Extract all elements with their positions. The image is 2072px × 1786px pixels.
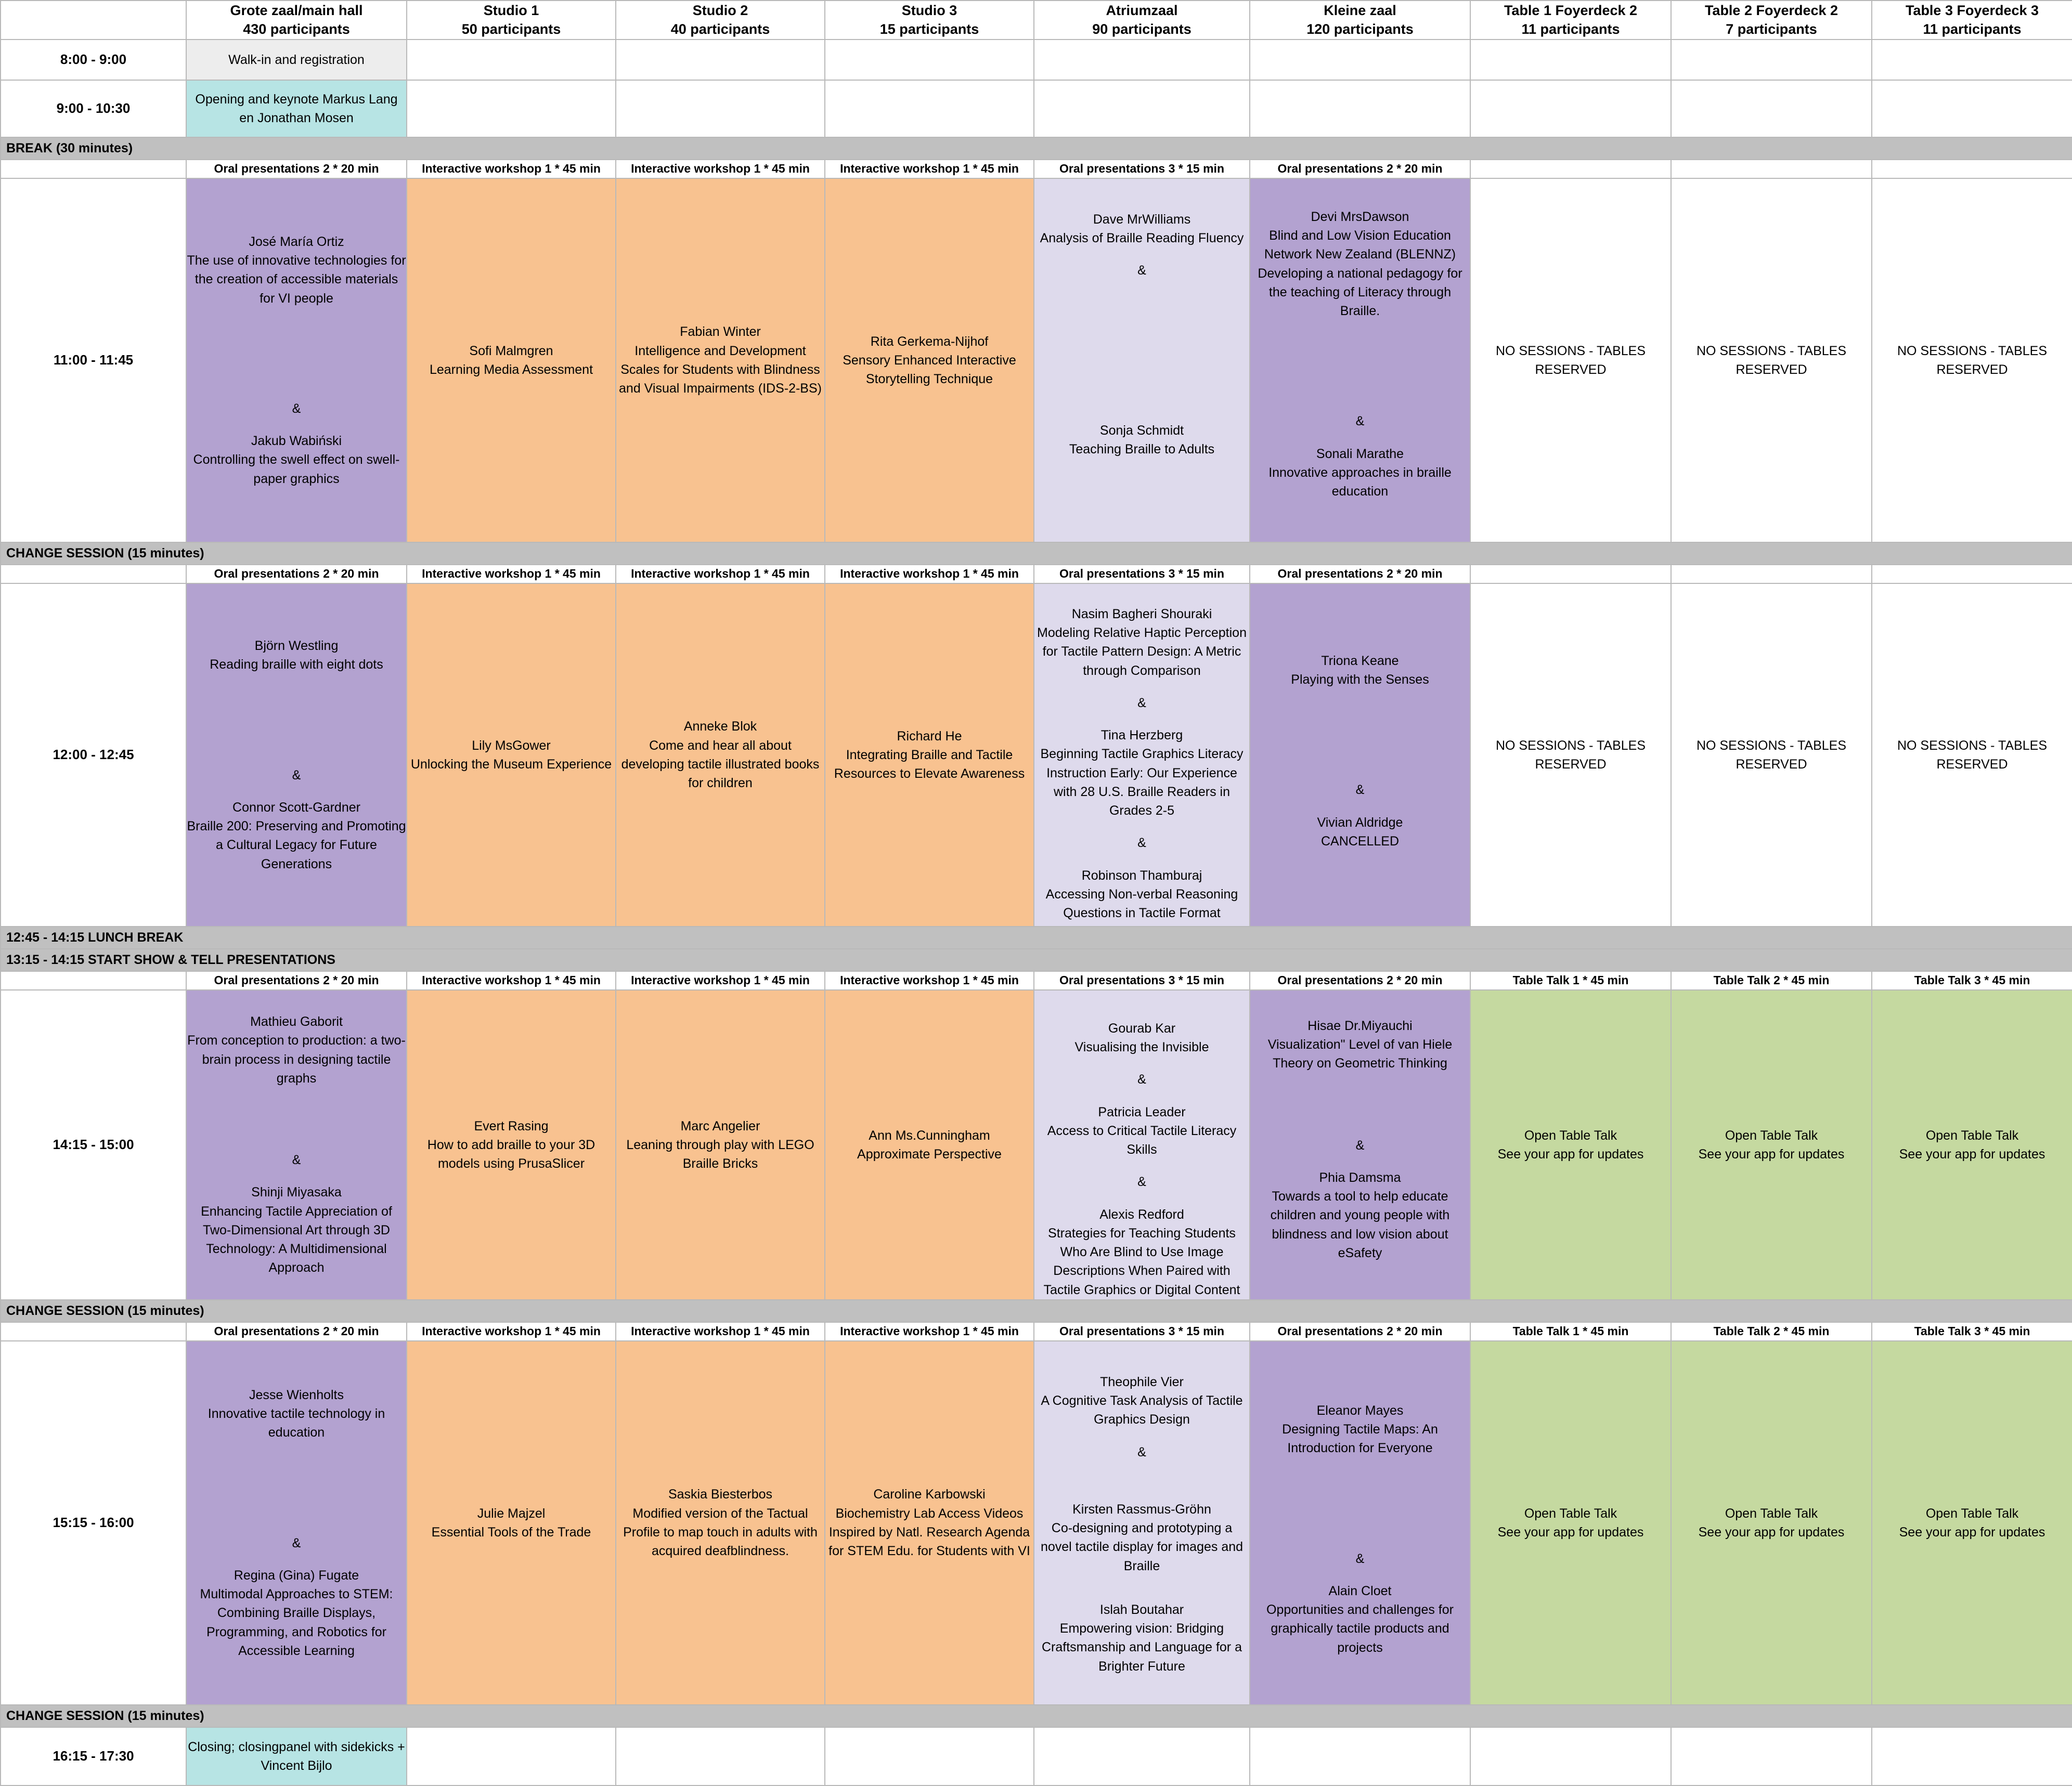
session-atrium-1515[interactable]: Theophile Vier A Cognitive Task Analysis of Tactile Graphics Design & Kirsten Rassmus-Gröhn Co-designing and prototyping a novel tactile display for images and Braille Islah Boutahar Empowering vision: Bridging Craftsmanship and Language for a Brighter Future bbox=[1034, 1341, 1250, 1705]
banner-change-3 bbox=[1, 1705, 2072, 1727]
empty-cell bbox=[1872, 1727, 2072, 1785]
time-slot-3: 11:00 - 11:45 bbox=[1, 178, 186, 542]
empty-cell bbox=[1, 565, 186, 583]
banner-change-2-label: CHANGE SESSION (15 minutes) bbox=[1, 1300, 2072, 1322]
table-row bbox=[1, 178, 2072, 542]
session-studio3-1415[interactable]: Ann Ms.Cunningham Approximate Perspective bbox=[825, 990, 1034, 1300]
banner-show-and-tell bbox=[1, 949, 2072, 971]
session-type-table3: Table Talk 3 * 45 min bbox=[1872, 1322, 2072, 1341]
header-room-kleinezaal: Kleine zaal 120 participants bbox=[1250, 1, 1470, 40]
empty-cell bbox=[1470, 565, 1671, 583]
session-studio1-1415[interactable]: Evert Rasing How to add braille to your 3D models using PrusaSlicer bbox=[407, 990, 616, 1300]
session-type-studio1: Interactive workshop 1 * 45 min bbox=[407, 160, 616, 178]
ampersand: & bbox=[1137, 836, 1146, 851]
spacer bbox=[1034, 1575, 1249, 1600]
table3-no-sessions-1200: NO SESSIONS - TABLES RESERVED bbox=[1872, 583, 2072, 927]
session-type-main: Oral presentations 2 * 20 min bbox=[186, 160, 407, 178]
empty-cell bbox=[1034, 40, 1250, 80]
session-studio1-1200[interactable]: Lily MsGower Unlocking the Museum Experience bbox=[407, 583, 616, 927]
table2-no-sessions-1100: NO SESSIONS - TABLES RESERVED bbox=[1671, 178, 1872, 542]
session-main-1415[interactable]: Mathieu Gaborit From conception to production: a two-brain process in designing tactile graphs & Shinji Miyasaka Enhancing Tactile Appreciation of Two-Dimensional Art through 3D Technology: A Multidimensional Approach bbox=[186, 990, 407, 1300]
session-kleine-1200[interactable]: Triona Keane Playing with the Senses & Vivian Aldridge CANCELLED bbox=[1250, 583, 1470, 927]
empty-cell bbox=[1, 971, 186, 990]
spacer bbox=[1250, 320, 1470, 398]
ampersand: & bbox=[1137, 263, 1146, 278]
empty-cell bbox=[1872, 40, 2072, 80]
empty-cell bbox=[1470, 40, 1671, 80]
empty-cell bbox=[407, 1727, 616, 1785]
empty-cell bbox=[1470, 160, 1671, 178]
empty-cell bbox=[1034, 1727, 1250, 1785]
session-type-main: Oral presentations 2 * 20 min bbox=[186, 971, 407, 990]
empty-cell bbox=[1250, 80, 1470, 137]
spacer bbox=[187, 308, 406, 386]
empty-cell bbox=[1, 1322, 186, 1341]
table2-no-sessions-1200: NO SESSIONS - TABLES RESERVED bbox=[1671, 583, 1872, 927]
spacer bbox=[187, 674, 406, 752]
header-table3: Table 3 Foyerdeck 3 11 participants bbox=[1872, 1, 2072, 40]
session-type-studio3: Interactive workshop 1 * 45 min bbox=[825, 971, 1034, 990]
empty-cell bbox=[616, 1727, 825, 1785]
empty-cell bbox=[1470, 80, 1671, 137]
banner-lunch bbox=[1, 927, 2072, 949]
session-studio1-1515[interactable]: Julie Majzel Essential Tools of the Trade bbox=[407, 1341, 616, 1705]
session-type-table3: Table Talk 3 * 45 min bbox=[1872, 971, 2072, 990]
banner-change-3-label: CHANGE SESSION (15 minutes) bbox=[1, 1705, 2072, 1727]
session-type-studio2: Interactive workshop 1 * 45 min bbox=[616, 1322, 825, 1341]
empty-cell bbox=[825, 40, 1034, 80]
session-type-row-2 bbox=[1, 565, 2072, 583]
header-room-studio1: Studio 1 50 participants bbox=[407, 1, 616, 40]
session-type-studio2: Interactive workshop 1 * 45 min bbox=[616, 160, 825, 178]
header-room-studio2: Studio 2 40 participants bbox=[616, 1, 825, 40]
empty-cell bbox=[1671, 565, 1872, 583]
session-type-studio1: Interactive workshop 1 * 45 min bbox=[407, 971, 616, 990]
table-row bbox=[1, 990, 2072, 1300]
spacer bbox=[1250, 1073, 1470, 1123]
table-row bbox=[1, 40, 2072, 80]
ampersand: & bbox=[1137, 1175, 1146, 1190]
time-slot-7: 16:15 - 17:30 bbox=[1, 1727, 186, 1785]
session-atrium-1200[interactable]: Nasim Bagheri Shouraki Modeling Relative Haptic Perception for Tactile Pattern Design: A Metric through Comparison & Tina Herzberg Beginning Tactile Graphics Literacy Instruction Early: Our Experience with 28 U.S. Braille Readers in Grades 2-5 & Robinson Thamburaj Accessing Non-verbal Reasoning Questions in Tactile Format bbox=[1034, 583, 1250, 927]
session-type-row-4 bbox=[1, 1322, 2072, 1341]
table-talk-2-1415[interactable]: Open Table Talk See your app for updates bbox=[1671, 990, 1872, 1300]
session-type-studio1: Interactive workshop 1 * 45 min bbox=[407, 1322, 616, 1341]
session-main-1100[interactable]: José María Ortiz The use of innovative technologies for the creation of accessible materials for VI people & Jakub Wabiński Controlling the swell effect on swell-paper graphics bbox=[186, 178, 407, 542]
table1-no-sessions-1200: NO SESSIONS - TABLES RESERVED bbox=[1470, 583, 1671, 927]
time-slot-2: 9:00 - 10:30 bbox=[1, 80, 186, 137]
session-studio1-1100[interactable]: Sofi Malmgren Learning Media Assessment bbox=[407, 178, 616, 542]
empty-cell bbox=[1671, 1727, 1872, 1785]
session-type-table1: Table Talk 1 * 45 min bbox=[1470, 971, 1671, 990]
empty-cell bbox=[407, 80, 616, 137]
banner-break-label: BREAK (30 minutes) bbox=[1, 137, 2072, 160]
table-header-row bbox=[1, 1, 2072, 40]
empty-cell bbox=[1872, 80, 2072, 137]
banner-show-and-tell-label: 13:15 - 14:15 START SHOW & TELL PRESENTATIONS bbox=[1, 949, 2072, 971]
empty-cell bbox=[825, 80, 1034, 137]
session-studio3-1100[interactable]: Rita Gerkema-Nijhof Sensory Enhanced Interactive Storytelling Technique bbox=[825, 178, 1034, 542]
session-type-kleine: Oral presentations 2 * 20 min bbox=[1250, 160, 1470, 178]
session-type-studio3: Interactive workshop 1 * 45 min bbox=[825, 1322, 1034, 1341]
ampersand: & bbox=[292, 401, 301, 416]
session-studio3-1515[interactable]: Caroline Karbowski Biochemistry Lab Access Videos Inspired by Natl. Research Agenda for STEM Edu. for Students with VI bbox=[825, 1341, 1034, 1705]
ampersand: & bbox=[292, 1153, 301, 1168]
session-atrium-1415[interactable]: Gourab Kar Visualising the Invisible & Patricia Leader Access to Critical Tactile Literacy Skills & Alexis Redford Strategies for Teaching Students Who Are Blind to Use Image Descriptions When Paired with Tactile Graphics or Digital Content bbox=[1034, 990, 1250, 1300]
table-row bbox=[1, 80, 2072, 137]
session-type-atrium: Oral presentations 3 * 15 min bbox=[1034, 160, 1250, 178]
banner-lunch-label: 12:45 - 14:15 LUNCH BREAK bbox=[1, 927, 2072, 949]
table-talk-1-1515[interactable]: Open Table Talk See your app for updates bbox=[1470, 1341, 1671, 1705]
empty-cell bbox=[1872, 565, 2072, 583]
spacer bbox=[1250, 689, 1470, 767]
session-type-main: Oral presentations 2 * 20 min bbox=[186, 565, 407, 583]
empty-cell bbox=[407, 40, 616, 80]
spacer bbox=[1250, 1458, 1470, 1536]
ampersand: & bbox=[292, 1535, 301, 1550]
time-slot-1: 8:00 - 9:00 bbox=[1, 40, 186, 80]
empty-cell bbox=[1250, 40, 1470, 80]
session-opening-keynote[interactable]: Opening and keynote Markus Lang en Jonathan Mosen bbox=[186, 80, 407, 137]
empty-cell bbox=[1872, 160, 2072, 178]
ampersand: & bbox=[1355, 1551, 1365, 1566]
ampersand: & bbox=[1137, 695, 1146, 710]
session-type-studio2: Interactive workshop 1 * 45 min bbox=[616, 565, 825, 583]
banner-change-2 bbox=[1, 1300, 2072, 1322]
header-room-atriumzaal: Atriumzaal 90 participants bbox=[1034, 1, 1250, 40]
session-type-studio1: Interactive workshop 1 * 45 min bbox=[407, 565, 616, 583]
session-type-atrium: Oral presentations 3 * 15 min bbox=[1034, 971, 1250, 990]
banner-break bbox=[1, 137, 2072, 160]
session-studio2-1200[interactable]: Anneke Blok Come and hear all about developing tactile illustrated books for children bbox=[616, 583, 825, 927]
session-type-studio2: Interactive workshop 1 * 45 min bbox=[616, 971, 825, 990]
ampersand: & bbox=[1137, 1072, 1146, 1087]
session-type-kleine: Oral presentations 2 * 20 min bbox=[1250, 1322, 1470, 1341]
session-main-1515[interactable]: Jesse Wienholts Innovative tactile technology in education & Regina (Gina) Fugate Multimodal Approaches to STEM: Combining Braille Displays, Programming, and Robotics for Accessible Learning bbox=[186, 1341, 407, 1705]
empty-cell bbox=[1250, 1727, 1470, 1785]
spacer bbox=[187, 1442, 406, 1520]
session-type-row-1 bbox=[1, 160, 2072, 178]
ampersand: & bbox=[1355, 783, 1365, 798]
session-studio2-1515[interactable]: Saskia Biesterbos Modified version of the Tactual Profile to map touch in adults with acquired deafblindness. bbox=[616, 1341, 825, 1705]
empty-cell bbox=[1671, 80, 1872, 137]
empty-cell bbox=[1034, 80, 1250, 137]
header-room-studio3: Studio 3 15 participants bbox=[825, 1, 1034, 40]
session-studio2-1100[interactable]: Fabian Winter Intelligence and Development Scales for Students with Blindness and Visual Impairments (IDS-2-BS) bbox=[616, 178, 825, 542]
empty-cell bbox=[1671, 40, 1872, 80]
empty-cell bbox=[1, 160, 186, 178]
session-type-kleine: Oral presentations 2 * 20 min bbox=[1250, 565, 1470, 583]
empty-cell bbox=[825, 1727, 1034, 1785]
session-type-row-3 bbox=[1, 971, 2072, 990]
table3-no-sessions-1100: NO SESSIONS - TABLES RESERVED bbox=[1872, 178, 2072, 542]
empty-cell bbox=[1671, 160, 1872, 178]
empty-cell bbox=[616, 40, 825, 80]
ampersand: & bbox=[292, 767, 301, 783]
table-row bbox=[1, 1727, 2072, 1785]
table1-no-sessions-1100: NO SESSIONS - TABLES RESERVED bbox=[1470, 178, 1671, 542]
time-slot-5: 14:15 - 15:00 bbox=[1, 990, 186, 1300]
session-kleine-1415[interactable]: Hisae Dr.Miyauchi Visualization" Level of van Hiele Theory on Geometric Thinking & Phia Damsma Towards a tool to help educate children and young people with blindness and low vision about eSafety bbox=[1250, 990, 1470, 1300]
header-table1: Table 1 Foyerdeck 2 11 participants bbox=[1470, 1, 1671, 40]
session-type-table2: Table Talk 2 * 45 min bbox=[1671, 1322, 1872, 1341]
session-kleine-1100[interactable]: Devi MrsDawson Blind and Low Vision Education Network New Zealand (BLENNZ) Developing a national pedagogy for the teaching of Literacy through Braille. & Sonali Marathe Innovative approaches in braille education bbox=[1250, 178, 1470, 542]
empty-cell bbox=[1470, 1727, 1671, 1785]
table-talk-3-1515[interactable]: Open Table Talk See your app for updates bbox=[1872, 1341, 2072, 1705]
ampersand: & bbox=[1355, 1138, 1365, 1153]
table-talk-3-1415[interactable]: Open Table Talk See your app for updates bbox=[1872, 990, 2072, 1300]
banner-change-1-label: CHANGE SESSION (15 minutes) bbox=[1, 542, 2072, 565]
header-table2: Table 2 Foyerdeck 2 7 participants bbox=[1671, 1, 1872, 40]
header-time bbox=[1, 1, 186, 40]
spacer bbox=[1034, 294, 1249, 372]
header-room-main: Grote zaal/main hall 430 participants bbox=[186, 1, 407, 40]
table-row bbox=[1, 1341, 2072, 1705]
session-walkin-registration[interactable]: Walk-in and registration bbox=[186, 40, 407, 80]
table-talk-2-1515[interactable]: Open Table Talk See your app for updates bbox=[1671, 1341, 1872, 1705]
empty-cell bbox=[616, 80, 825, 137]
session-type-table2: Table Talk 2 * 45 min bbox=[1671, 971, 1872, 990]
session-main-1200[interactable]: Björn Westling Reading braille with eight dots & Connor Scott-Gardner Braille 200: Preserving and Promoting a Cultural Legacy for Future Generations bbox=[186, 583, 407, 927]
time-slot-4: 12:00 - 12:45 bbox=[1, 583, 186, 927]
session-studio2-1415[interactable]: Marc Angelier Leaning through play with LEGO Braille Bricks bbox=[616, 990, 825, 1300]
time-slot-6: 15:15 - 16:00 bbox=[1, 1341, 186, 1705]
table-row bbox=[1, 583, 2072, 927]
session-type-studio3: Interactive workshop 1 * 45 min bbox=[825, 160, 1034, 178]
spacer bbox=[1034, 1475, 1249, 1500]
session-type-table1: Table Talk 1 * 45 min bbox=[1470, 1322, 1671, 1341]
session-studio3-1200[interactable]: Richard He Integrating Braille and Tactile Resources to Elevate Awareness bbox=[825, 583, 1034, 927]
session-kleine-1515[interactable]: Eleanor Mayes Designing Tactile Maps: An Introduction for Everyone & Alain Cloet Opportunities and challenges for graphically tactile products and projects bbox=[1250, 1341, 1470, 1705]
ampersand: & bbox=[1355, 414, 1365, 429]
banner-change-1 bbox=[1, 542, 2072, 565]
session-atrium-1100[interactable]: Dave MrWilliams Analysis of Braille Reading Fluency & Sonja Schmidt Teaching Braille to Adults bbox=[1034, 178, 1250, 542]
session-type-kleine: Oral presentations 2 * 20 min bbox=[1250, 971, 1470, 990]
session-closing-panel[interactable]: Closing; closingpanel with sidekicks + Vincent Bijlo bbox=[186, 1727, 407, 1785]
session-type-atrium: Oral presentations 3 * 15 min bbox=[1034, 565, 1250, 583]
table-talk-1-1415[interactable]: Open Table Talk See your app for updates bbox=[1470, 990, 1671, 1300]
session-type-studio3: Interactive workshop 1 * 45 min bbox=[825, 565, 1034, 583]
session-type-main: Oral presentations 2 * 20 min bbox=[186, 1322, 407, 1341]
spacer bbox=[1034, 372, 1249, 421]
session-type-atrium: Oral presentations 3 * 15 min bbox=[1034, 1322, 1250, 1341]
spacer bbox=[187, 1088, 406, 1137]
ampersand: & bbox=[1137, 1444, 1146, 1459]
